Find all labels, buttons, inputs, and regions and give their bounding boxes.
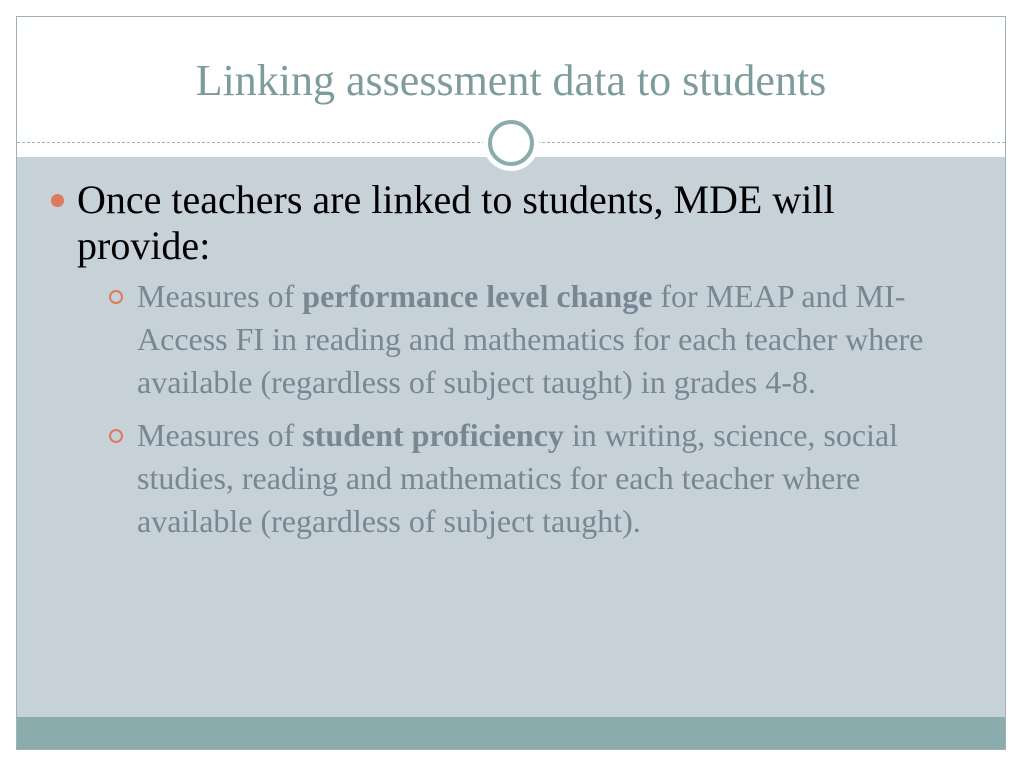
footer-bar bbox=[17, 717, 1005, 750]
sub-bullet-text-after: in writing, science, social studies, reading and mathematics for each teacher where available (regardless of subject taught). bbox=[137, 417, 899, 539]
slide bbox=[16, 16, 1006, 750]
sub-bullet-item bbox=[77, 414, 977, 543]
sub-bullet-text-before: Measures of bbox=[137, 417, 303, 453]
filled-circle-bullet-icon bbox=[51, 194, 64, 207]
sub-bullet-text-after: for MEAP and MI-Access FI in reading and mathematics for each teacher where available (regardless of subject taught) in grades 4-8. bbox=[137, 278, 924, 400]
sub-bullet-emphasis: performance level change bbox=[302, 278, 653, 314]
bullet-main-text: Once teachers are linked to students, MDE will provide: bbox=[77, 177, 835, 268]
bullet-item-main bbox=[47, 177, 977, 543]
hollow-circle-bullet-icon bbox=[109, 290, 123, 304]
hollow-circle-bullet-icon bbox=[109, 429, 123, 443]
sub-bullet-list bbox=[77, 275, 977, 543]
sub-bullet-text-before: Measures of bbox=[137, 278, 303, 314]
sub-bullet-emphasis: student proficiency bbox=[302, 417, 564, 453]
bullet-list bbox=[47, 177, 977, 553]
slide-title: Linking assessment data to students bbox=[195, 56, 827, 105]
ring-inner bbox=[488, 120, 534, 166]
sub-bullet-item bbox=[77, 275, 977, 404]
ring-ornament-icon bbox=[483, 115, 539, 171]
